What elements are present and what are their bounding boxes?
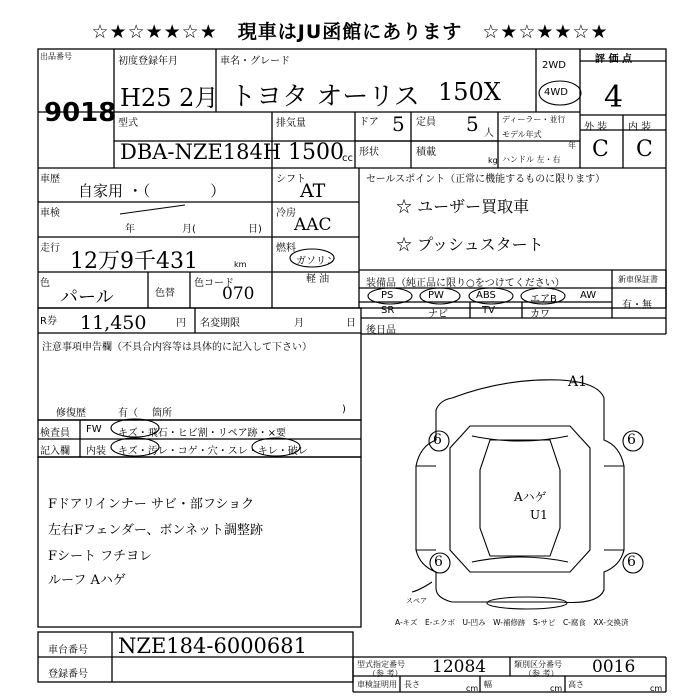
recycle-label: R券 (40, 316, 57, 327)
diagram-mark-rl: 6 (434, 554, 443, 570)
entry-label: 記入欄 (40, 446, 70, 457)
door-value: 5 (392, 112, 405, 136)
recycle-unit: 円 (176, 318, 186, 329)
recycle-value: 11,450 (80, 312, 147, 334)
model-year-label: モデル年式 (502, 130, 542, 139)
shift-label: シフト (276, 174, 306, 185)
type-label: 型式 (118, 118, 138, 129)
repair-close: ) (342, 404, 346, 415)
type-value: DBA-NZE184H (120, 140, 282, 164)
inspector-fw: FW (86, 424, 102, 435)
cert-length: 長さ (404, 680, 420, 689)
type-no-value: 12084 (432, 657, 487, 677)
equipment-label: 装備品（純正品に限り○をつけてください） (366, 278, 565, 289)
eval-label: 評 価 点 (595, 54, 632, 65)
shape-label: 形状 (359, 147, 379, 158)
cc-value: 1500 (288, 140, 344, 165)
type-no-ref: （参 考） (368, 669, 403, 678)
equip-ps: PS (381, 290, 394, 301)
warranty-label: 新車保証書 (618, 275, 658, 284)
color-code: 070 (222, 284, 255, 304)
cert-width-unit: cm (550, 684, 563, 693)
capacity-label: 定員 (416, 117, 436, 128)
first-reg-value: H25 2月 (120, 84, 219, 112)
cc-label: 排気量 (276, 118, 306, 129)
equip-sr: SR (381, 305, 395, 316)
legend-text: A-キズ E-エクボ U-凹み W-補修跡 S-サビ C-腐食 XX-交換済 (395, 618, 629, 627)
sales-point-1: ☆ ユーザー買取車 (396, 197, 530, 216)
inspection-month: 月( (182, 224, 196, 235)
shift-value: AT (300, 180, 326, 202)
diagram-mark-roof: Aハゲ (514, 490, 547, 504)
equip-airbag: エアB (530, 294, 557, 305)
cert-height: 高さ (568, 680, 584, 689)
equip-navi: ナビ (428, 309, 448, 320)
diagram-mark-u1: U1 (530, 508, 548, 522)
eval-ext-label: 外 装 (584, 122, 608, 133)
inspection-label: 車検 (40, 208, 60, 219)
capacity-value: 5 (466, 112, 479, 136)
dealer-label: ディーラー・並行 (502, 115, 566, 124)
repair-has: 有（ (118, 408, 138, 419)
fuel-gas: ガソリン (296, 256, 336, 267)
chassis-label: 車台番号 (48, 645, 88, 656)
model-year-unit: 年 (568, 141, 576, 150)
handle-label: ハンドル 左・右 (502, 155, 561, 164)
history-value: 自家用 ・（ ） (78, 182, 226, 200)
chassis-value: NZE184-6000681 (118, 634, 307, 658)
notes-label: 注意事項申告欄（不具合内容等は具体的に記入して下さい） (42, 342, 312, 353)
remark-1: Fドアリインナー サビ・部フショク (48, 497, 255, 512)
cert-height-unit: cm (650, 684, 663, 693)
name-label: 車名・グレード (220, 56, 290, 67)
diagram-mark-fl: 6 (433, 432, 442, 448)
warranty-value: 有・無 (622, 300, 652, 311)
rear-seat-label: 後日品 (366, 325, 396, 336)
name-change-month: 月 (294, 318, 304, 329)
equip-tv: TV (482, 305, 495, 316)
banner-text: ☆★☆★★☆★ 現車はJU函館にあります ☆★☆★★☆★ (91, 21, 609, 43)
mileage-unit: km (234, 260, 247, 269)
type-no-label: 型式指定番号 (357, 660, 405, 669)
equip-pw: PW (428, 290, 444, 301)
reg-no-label: 登録番号 (48, 669, 88, 680)
diagram-mark-rr: 6 (627, 554, 636, 570)
inspection-year: 年 (125, 224, 135, 235)
drive-2wd: 2WD (542, 60, 566, 71)
diagram-spare: スペア (406, 597, 427, 605)
class-no-value: 0016 (592, 657, 636, 677)
eval-score: 4 (604, 80, 624, 115)
lot-number: 9018 (44, 98, 117, 128)
car-model: トヨタ オーリス (230, 82, 420, 112)
mileage-value: 12万9千431 (70, 249, 198, 274)
color-code-label: 色コード (194, 278, 234, 289)
inspector-label: 検査員 (40, 428, 70, 439)
equip-aw: AW (580, 290, 597, 301)
repair-label: 修復歴 (56, 408, 86, 419)
class-no-ref: （参 考） (524, 669, 559, 678)
capacity-unit: 人 (484, 128, 494, 139)
class-no-label: 類別区分番号 (514, 660, 562, 669)
entry-items: キズ・汚レ・コゲ・穴・スレ・キレ・破レ (118, 446, 308, 457)
cc-unit: cc (342, 153, 353, 164)
lot-label: 出品番号 (40, 52, 72, 61)
eval-int-value: C (636, 137, 653, 162)
inspection-day: 日) (248, 224, 262, 235)
fuel-label: 燃料 (276, 243, 296, 254)
remark-3: Fシート フチヨレ (48, 549, 153, 564)
remark-2: 左右Fフェンダー、ボンネット調整跡 (48, 523, 263, 538)
name-change-label: 名変期限 (200, 318, 240, 329)
name-change-day: 日 (346, 318, 356, 329)
car-grade: 150X (438, 78, 501, 106)
color-change-label: 色替 (155, 288, 175, 299)
history-label: 車歴 (40, 174, 60, 185)
repair-place: 箇所 (152, 408, 172, 419)
eval-ext-value: C (592, 137, 609, 162)
door-label: ドア (359, 117, 379, 128)
load-unit: kg (488, 156, 498, 165)
equip-leather: カワ (530, 309, 550, 320)
eval-int-label: 内 装 (628, 122, 652, 133)
drive-4wd: 4WD (544, 87, 568, 98)
sales-points-label: セールスポイント（正常に機能するものに限ります） (366, 174, 606, 185)
entry-int: 内装 (86, 446, 106, 457)
fuel-diesel: 軽 油 (306, 274, 330, 285)
color-value: パール (60, 287, 114, 308)
diagram-mark-fr: 6 (627, 432, 636, 448)
cert-label: 車検証明用 (357, 680, 397, 689)
cooler-value: AAC (294, 215, 332, 235)
remark-4: ルーフ Aハゲ (48, 573, 126, 588)
color-label: 色 (40, 278, 50, 289)
sales-point-2: ☆ プッシュスタート (396, 235, 544, 254)
load-label: 積載 (416, 147, 436, 158)
inspector-items: キズ・飛石・ヒビ割・リペア跡・×要 (118, 428, 286, 439)
mileage-label: 走行 (40, 243, 60, 254)
first-reg-label: 初度登録年月 (118, 56, 178, 67)
diagram-mark-a1: A1 (568, 374, 588, 390)
cert-width: 幅 (484, 680, 492, 689)
equip-abs: ABS (476, 290, 496, 301)
cooler-label: 冷房 (276, 208, 296, 219)
cert-length-unit: cm (466, 684, 479, 693)
